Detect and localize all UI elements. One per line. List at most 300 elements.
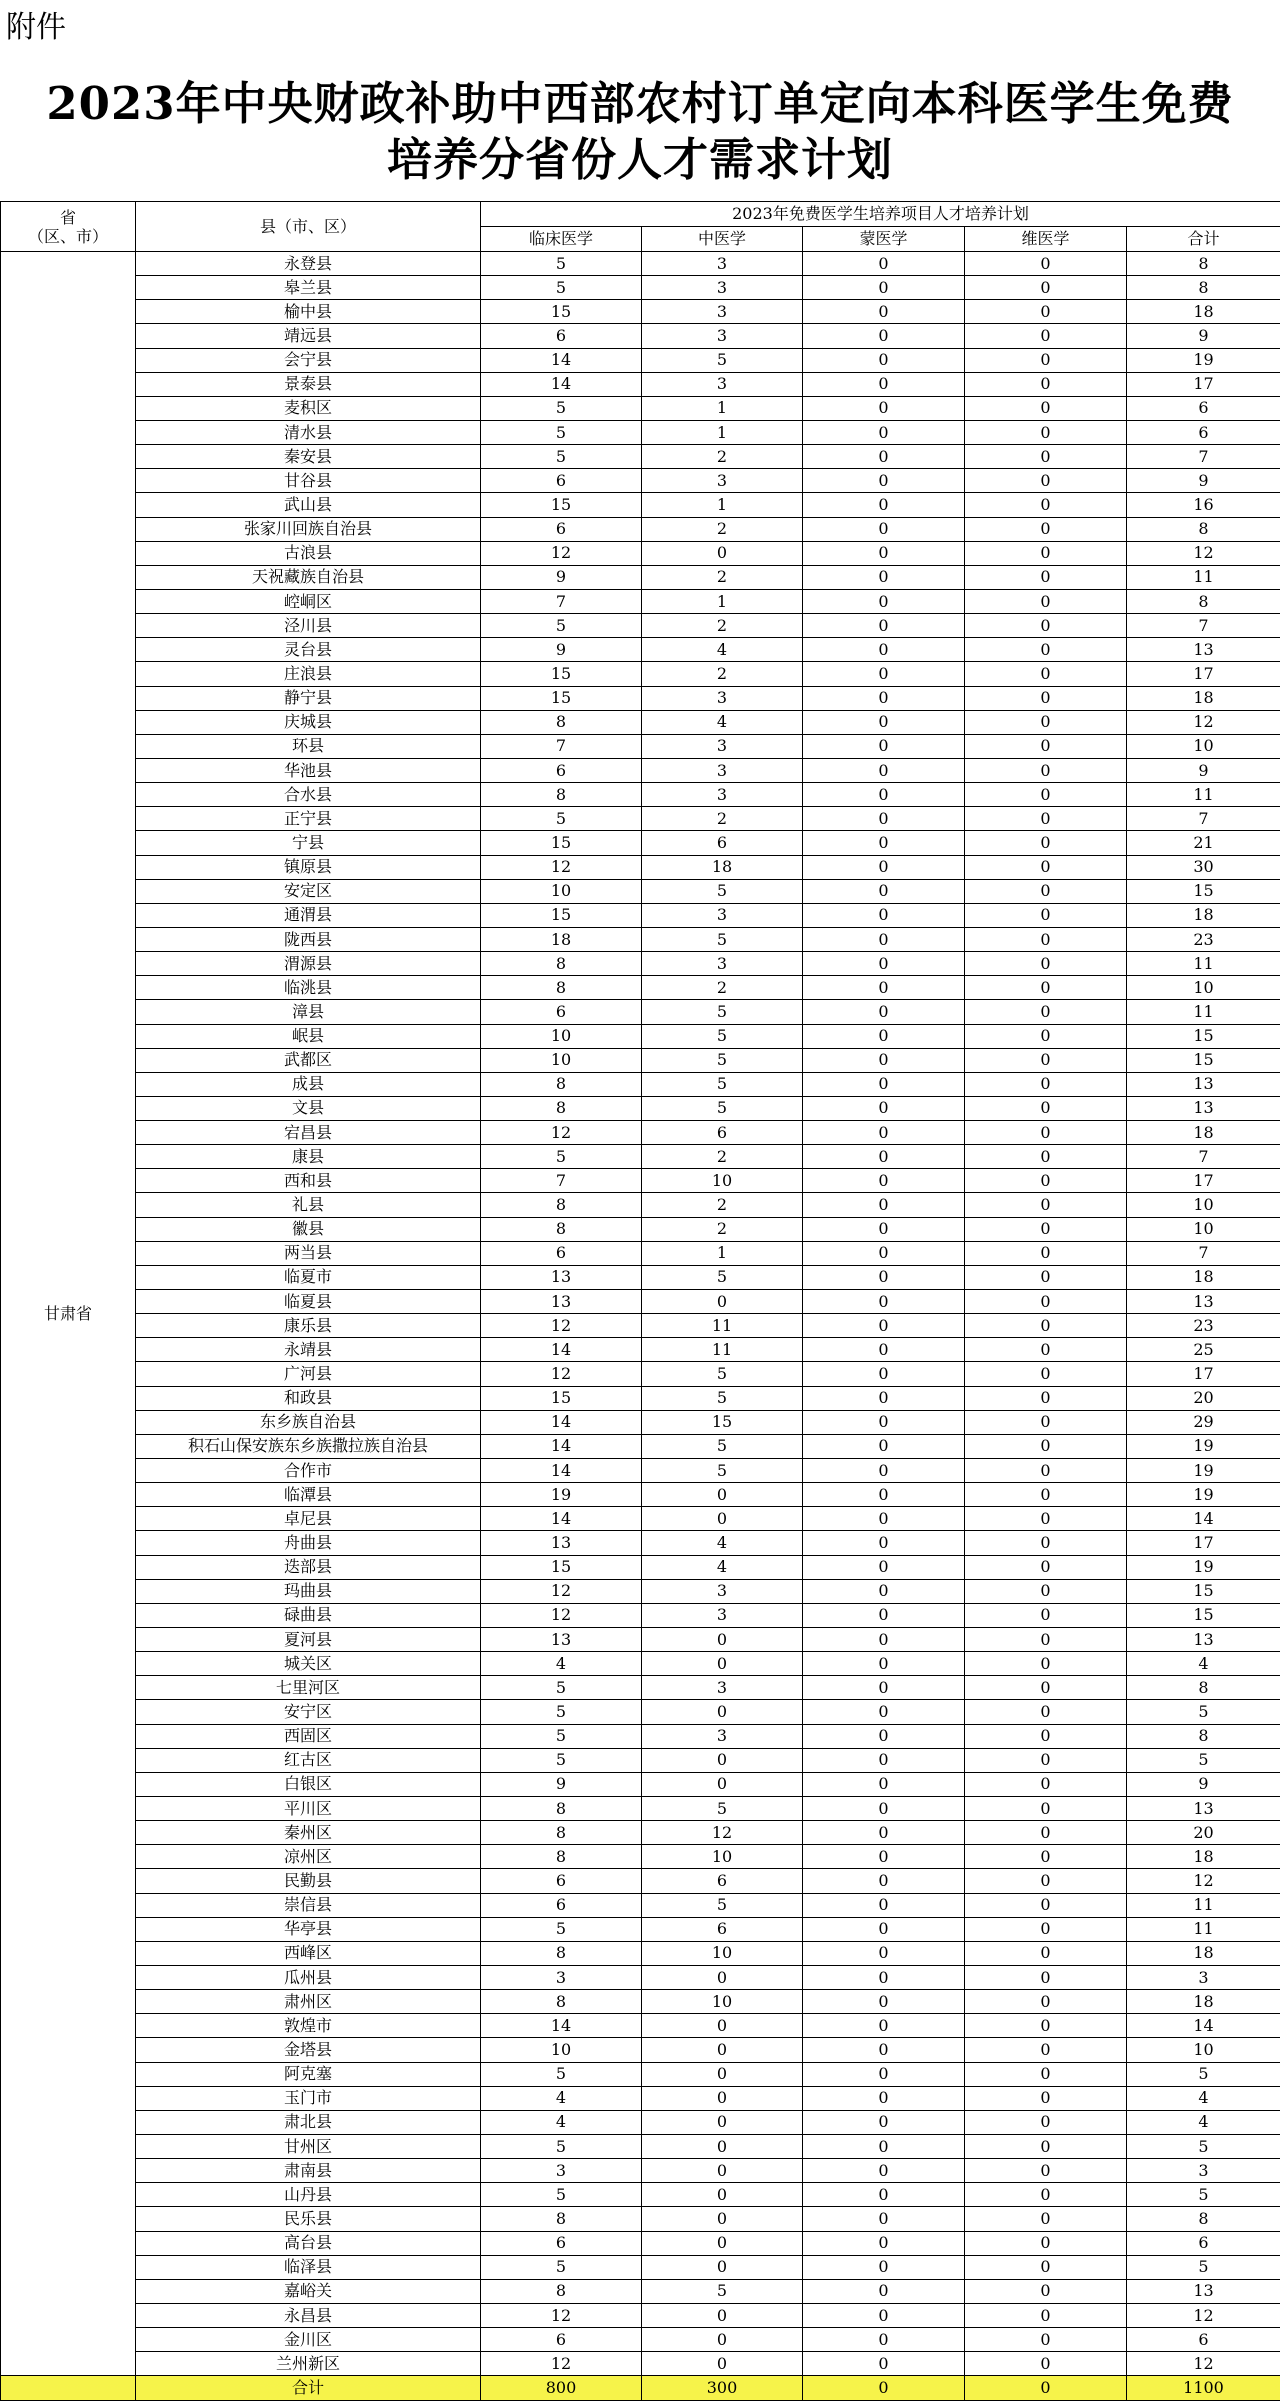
- table-row: [1, 1893, 1280, 1917]
- total-cell: 25: [1127, 1338, 1280, 1362]
- county-cell: 天祝藏族自治县: [136, 565, 481, 589]
- county-cell: 庄浪县: [136, 662, 481, 686]
- table-row: [1, 1941, 1280, 1965]
- total-cell: 13: [1127, 2279, 1280, 2303]
- total-cell: 19: [1127, 1459, 1280, 1483]
- clinical-cell: 5: [481, 1700, 642, 1724]
- tcm-cell: 4: [642, 1531, 803, 1555]
- tcm-cell: 0: [642, 2328, 803, 2352]
- uyghur-cell: 0: [965, 662, 1127, 686]
- tcm-cell: 3: [642, 686, 803, 710]
- table-row: [1, 903, 1280, 927]
- province-header-line2: （区、市）: [27, 226, 108, 246]
- table-row: [1, 469, 1280, 493]
- total-cell: 8: [1127, 517, 1280, 541]
- table-row: [1, 1483, 1280, 1507]
- mongolian-cell: 0: [803, 2352, 965, 2376]
- uyghur-cell: 0: [965, 1362, 1127, 1386]
- uyghur-cell: 0: [965, 1193, 1127, 1217]
- mongolian-cell: 0: [803, 2038, 965, 2062]
- clinical-cell: 5: [481, 1145, 642, 1169]
- mongolian-cell: 0: [803, 1072, 965, 1096]
- mongolian-cell: 0: [803, 2279, 965, 2303]
- mongolian-cell: 0: [803, 1024, 965, 1048]
- uyghur-cell: 0: [965, 1797, 1127, 1821]
- total-cell: 18: [1127, 1121, 1280, 1145]
- clinical-cell: 14: [481, 372, 642, 396]
- clinical-cell: 4: [481, 1652, 642, 1676]
- uyghur-cell: 0: [965, 1579, 1127, 1603]
- clinical-cell: 5: [481, 445, 642, 469]
- uyghur-cell: 0: [965, 903, 1127, 927]
- total-cell: 6: [1127, 2328, 1280, 2352]
- table-row: [1, 565, 1280, 589]
- tcm-cell: 0: [642, 1507, 803, 1531]
- plan-table: [0, 201, 1280, 2401]
- tcm-cell: 4: [642, 638, 803, 662]
- table-row: [1, 2352, 1280, 2376]
- total-cell: 4: [1127, 1652, 1280, 1676]
- clinical-cell: 8: [481, 1096, 642, 1120]
- county-cell: 西固区: [136, 1724, 481, 1748]
- total-cell: 10: [1127, 734, 1280, 758]
- tcm-cell: 12: [642, 1821, 803, 1845]
- tcm-cell: 5: [642, 1362, 803, 1386]
- total-cell: 7: [1127, 614, 1280, 638]
- table-row: [1, 1217, 1280, 1241]
- tcm-cell: 1: [642, 1241, 803, 1265]
- total-cell: 14: [1127, 1507, 1280, 1531]
- total-cell: 4: [1127, 2086, 1280, 2110]
- county-cell: 岷县: [136, 1024, 481, 1048]
- total-cell: 6: [1127, 420, 1280, 444]
- tcm-cell: 5: [642, 1000, 803, 1024]
- tcm-cell: 2: [642, 445, 803, 469]
- document-title: [0, 76, 1280, 188]
- total-row: [1, 2376, 1280, 2400]
- total-cell: 12: [1127, 1869, 1280, 1893]
- tcm-cell: 5: [642, 1024, 803, 1048]
- county-cell: 武山县: [136, 493, 481, 517]
- tcm-cell: 5: [642, 1797, 803, 1821]
- table-row: [1, 1290, 1280, 1314]
- mongolian-cell: 0: [803, 1555, 965, 1579]
- table-row: [1, 1869, 1280, 1893]
- tcm-cell: 5: [642, 1072, 803, 1096]
- clinical-cell: 5: [481, 2183, 642, 2207]
- mongolian-cell: 0: [803, 396, 965, 420]
- tcm-cell: 0: [642, 2086, 803, 2110]
- mongolian-cell: 0: [803, 1700, 965, 1724]
- table-row: [1, 2303, 1280, 2327]
- uyghur-cell: 0: [965, 1507, 1127, 1531]
- table-row: [1, 1193, 1280, 1217]
- mongolian-cell: 0: [803, 517, 965, 541]
- clinical-cell: 5: [481, 396, 642, 420]
- county-cell: 民乐县: [136, 2207, 481, 2231]
- clinical-cell: 5: [481, 276, 642, 300]
- table-row: [1, 2014, 1280, 2038]
- total-cell: 13: [1127, 1797, 1280, 1821]
- county-cell: 玉门市: [136, 2086, 481, 2110]
- uyghur-cell: 0: [965, 1941, 1127, 1965]
- tcm-cell: 3: [642, 276, 803, 300]
- mongolian-cell: 0: [803, 1507, 965, 1531]
- tcm-cell: 0: [642, 2352, 803, 2376]
- mongolian-cell: 0: [803, 758, 965, 782]
- total-cell: 10: [1127, 1193, 1280, 1217]
- uyghur-cell: 0: [965, 1603, 1127, 1627]
- county-cell: 安定区: [136, 879, 481, 903]
- clinical-cell: 5: [481, 2134, 642, 2158]
- table-row: [1, 1048, 1280, 1072]
- clinical-cell: 8: [481, 1797, 642, 1821]
- tcm-cell: 1: [642, 493, 803, 517]
- uyghur-cell: 0: [965, 976, 1127, 1000]
- mongolian-cell: 0: [803, 2014, 965, 2038]
- clinical-cell: 6: [481, 517, 642, 541]
- mongolian-cell: 0: [803, 952, 965, 976]
- total-cell: 3: [1127, 1965, 1280, 1989]
- total-cell: 4: [1127, 2110, 1280, 2134]
- county-cell: 通渭县: [136, 903, 481, 927]
- mongolian-cell: 0: [803, 372, 965, 396]
- table-row: [1, 300, 1280, 324]
- table-body: [1, 252, 1280, 2401]
- tcm-cell: 5: [642, 879, 803, 903]
- uyghur-cell: 0: [965, 1483, 1127, 1507]
- col-header-total: 合计: [1127, 227, 1280, 252]
- tcm-cell: 6: [642, 1869, 803, 1893]
- mongolian-cell: 0: [803, 420, 965, 444]
- table-row: [1, 348, 1280, 372]
- clinical-cell: 6: [481, 469, 642, 493]
- clinical-cell: 14: [481, 2014, 642, 2038]
- tcm-cell: 3: [642, 903, 803, 927]
- table-row: [1, 2134, 1280, 2158]
- total-cell: 9: [1127, 324, 1280, 348]
- tcm-cell: 3: [642, 324, 803, 348]
- clinical-cell: 8: [481, 1193, 642, 1217]
- county-cell: 瓜州县: [136, 1965, 481, 1989]
- uyghur-cell: 0: [965, 565, 1127, 589]
- county-cell: 白银区: [136, 1772, 481, 1796]
- table-row: [1, 1603, 1280, 1627]
- county-cell: 景泰县: [136, 372, 481, 396]
- mongolian-cell: 0: [803, 734, 965, 758]
- county-cell: 迭部县: [136, 1555, 481, 1579]
- tcm-cell: 3: [642, 1579, 803, 1603]
- tcm-cell: 0: [642, 2062, 803, 2086]
- mongolian-cell: 0: [803, 493, 965, 517]
- tcm-cell: 0: [642, 2110, 803, 2134]
- uyghur-cell: 0: [965, 734, 1127, 758]
- clinical-cell: 3: [481, 2159, 642, 2183]
- total-cell: 7: [1127, 807, 1280, 831]
- clinical-cell: 5: [481, 1917, 642, 1941]
- total-cell: 6: [1127, 396, 1280, 420]
- county-cell: 夏河县: [136, 1628, 481, 1652]
- county-cell: 碌曲县: [136, 1603, 481, 1627]
- table-row: [1, 1410, 1280, 1434]
- table-row: [1, 734, 1280, 758]
- table-row: [1, 1965, 1280, 1989]
- county-cell: 玛曲县: [136, 1579, 481, 1603]
- uyghur-cell: 0: [965, 1265, 1127, 1289]
- table-row: [1, 1362, 1280, 1386]
- uyghur-cell: 0: [965, 1893, 1127, 1917]
- annex-label: 附件: [6, 10, 66, 45]
- county-cell: 临夏市: [136, 1265, 481, 1289]
- table-row: [1, 1700, 1280, 1724]
- clinical-cell: 13: [481, 1628, 642, 1652]
- county-cell: 永昌县: [136, 2303, 481, 2327]
- table-row: [1, 1507, 1280, 1531]
- table-row: [1, 1314, 1280, 1338]
- total-cell: 11: [1127, 1000, 1280, 1024]
- mongolian-cell: 0: [803, 1821, 965, 1845]
- tcm-cell: 3: [642, 1724, 803, 1748]
- mongolian-cell: 0: [803, 469, 965, 493]
- uyghur-cell: 0: [965, 2110, 1127, 2134]
- uyghur-cell: 0: [965, 1314, 1127, 1338]
- clinical-cell: 5: [481, 807, 642, 831]
- table-row: [1, 1845, 1280, 1869]
- uyghur-cell: 0: [965, 1652, 1127, 1676]
- total-cell: 10: [1127, 2038, 1280, 2062]
- county-cell: 山丹县: [136, 2183, 481, 2207]
- uyghur-cell: 0: [965, 1724, 1127, 1748]
- county-cell: 华池县: [136, 758, 481, 782]
- tcm-cell: 0: [642, 2159, 803, 2183]
- mongolian-cell: 0: [803, 1628, 965, 1652]
- mongolian-cell: 0: [803, 1797, 965, 1821]
- county-cell: 金塔县: [136, 2038, 481, 2062]
- col-header-uyghur: 维医学: [965, 227, 1127, 252]
- uyghur-cell: 0: [965, 2014, 1127, 2038]
- county-cell: 安宁区: [136, 1700, 481, 1724]
- total-cell: 17: [1127, 372, 1280, 396]
- clinical-cell: 6: [481, 2231, 642, 2255]
- total-cell: 7: [1127, 1145, 1280, 1169]
- total-cell: 5: [1127, 1748, 1280, 1772]
- total-cell: 9: [1127, 469, 1280, 493]
- table-row: [1, 517, 1280, 541]
- clinical-cell: 13: [481, 1531, 642, 1555]
- title-line-2: 培养分省份人才需求计划: [386, 133, 893, 186]
- mongolian-cell: 0: [803, 927, 965, 951]
- tcm-cell: 1: [642, 396, 803, 420]
- table-row: [1, 1772, 1280, 1796]
- tcm-cell: 10: [642, 1845, 803, 1869]
- total-cell: 23: [1127, 927, 1280, 951]
- uyghur-cell: 0: [965, 1459, 1127, 1483]
- uyghur-cell: 0: [965, 1555, 1127, 1579]
- tcm-cell: 3: [642, 300, 803, 324]
- mongolian-cell: 0: [803, 276, 965, 300]
- mongolian-cell: 0: [803, 1145, 965, 1169]
- county-cell: 敦煌市: [136, 2014, 481, 2038]
- total-cell: 29: [1127, 1410, 1280, 1434]
- uyghur-cell: 0: [965, 420, 1127, 444]
- plan-group-header: 2023年免费医学生培养项目人才培养计划: [481, 202, 1280, 227]
- clinical-cell: 15: [481, 493, 642, 517]
- total-cell: 15: [1127, 1579, 1280, 1603]
- uyghur-cell: 0: [965, 1917, 1127, 1941]
- clinical-cell: 18: [481, 927, 642, 951]
- total-cell: 23: [1127, 1314, 1280, 1338]
- total-cell: 13: [1127, 1628, 1280, 1652]
- mongolian-cell: 0: [803, 300, 965, 324]
- clinical-cell: 6: [481, 324, 642, 348]
- uyghur-cell: 0: [965, 372, 1127, 396]
- county-cell: 和政县: [136, 1386, 481, 1410]
- clinical-cell: 15: [481, 1555, 642, 1579]
- total-cell: 15: [1127, 879, 1280, 903]
- county-cell: 红古区: [136, 1748, 481, 1772]
- tcm-cell: 5: [642, 1893, 803, 1917]
- clinical-cell: 12: [481, 1579, 642, 1603]
- uyghur-cell: 0: [965, 710, 1127, 734]
- clinical-cell: 19: [481, 1483, 642, 1507]
- uyghur-cell: 0: [965, 445, 1127, 469]
- clinical-cell: 14: [481, 1507, 642, 1531]
- total-cell: 18: [1127, 903, 1280, 927]
- clinical-cell: 8: [481, 976, 642, 1000]
- mongolian-cell: 0: [803, 324, 965, 348]
- clinical-cell: 9: [481, 638, 642, 662]
- clinical-cell: 15: [481, 686, 642, 710]
- clinical-cell: 6: [481, 1869, 642, 1893]
- uyghur-cell: 0: [965, 1169, 1127, 1193]
- mongolian-cell: 0: [803, 1314, 965, 1338]
- table-row: [1, 1434, 1280, 1458]
- uyghur-cell: 0: [965, 252, 1127, 276]
- mongolian-cell: 0: [803, 1434, 965, 1458]
- mongolian-cell: 0: [803, 445, 965, 469]
- mongolian-cell: 0: [803, 2134, 965, 2158]
- clinical-cell: 12: [481, 1603, 642, 1627]
- uyghur-cell: 0: [965, 2038, 1127, 2062]
- table-row: [1, 976, 1280, 1000]
- tcm-cell: 2: [642, 807, 803, 831]
- table-row: [1, 1241, 1280, 1265]
- uyghur-cell: 0: [965, 1121, 1127, 1145]
- county-cell: 平川区: [136, 1797, 481, 1821]
- uyghur-cell: 0: [965, 1628, 1127, 1652]
- table-row: [1, 2159, 1280, 2183]
- clinical-cell: 7: [481, 589, 642, 613]
- clinical-cell: 8: [481, 2279, 642, 2303]
- tcm-cell: 3: [642, 469, 803, 493]
- table-row: [1, 1121, 1280, 1145]
- uyghur-cell: 0: [965, 686, 1127, 710]
- table-row: [1, 372, 1280, 396]
- tcm-cell: 0: [642, 1772, 803, 1796]
- tcm-cell: 0: [642, 1700, 803, 1724]
- table-row: [1, 324, 1280, 348]
- table-row: [1, 445, 1280, 469]
- table-row: [1, 2207, 1280, 2231]
- uyghur-cell: 0: [965, 2352, 1127, 2376]
- clinical-cell: 12: [481, 1362, 642, 1386]
- mongolian-cell: 0: [803, 1869, 965, 1893]
- county-cell: 兰州新区: [136, 2352, 481, 2376]
- clinical-cell: 4: [481, 2086, 642, 2110]
- uyghur-cell: 0: [965, 1434, 1127, 1458]
- county-cell: 西峰区: [136, 1941, 481, 1965]
- clinical-cell: 10: [481, 2038, 642, 2062]
- table-row: [1, 807, 1280, 831]
- clinical-cell: 14: [481, 1338, 642, 1362]
- table-row: [1, 1024, 1280, 1048]
- table-row: [1, 831, 1280, 855]
- uyghur-cell: 0: [965, 1772, 1127, 1796]
- uyghur-cell: 0: [965, 1338, 1127, 1362]
- county-cell: 会宁县: [136, 348, 481, 372]
- table-row: [1, 1072, 1280, 1096]
- total-cell: 19: [1127, 1483, 1280, 1507]
- table-row: [1, 1748, 1280, 1772]
- table-row: [1, 638, 1280, 662]
- uyghur-cell: 0: [965, 1410, 1127, 1434]
- table-row: [1, 710, 1280, 734]
- table-row: [1, 686, 1280, 710]
- table-row: [1, 420, 1280, 444]
- uyghur-cell: 0: [965, 1748, 1127, 1772]
- clinical-cell: 13: [481, 1265, 642, 1289]
- mongolian-cell: 0: [803, 710, 965, 734]
- tcm-cell: 5: [642, 1048, 803, 1072]
- county-cell: 文县: [136, 1096, 481, 1120]
- mongolian-cell: 0: [803, 1965, 965, 1989]
- total-cell: 19: [1127, 348, 1280, 372]
- county-cell: 永靖县: [136, 1338, 481, 1362]
- total-cell: 18: [1127, 300, 1280, 324]
- mongolian-cell: 0: [803, 1652, 965, 1676]
- uyghur-cell: 0: [965, 2231, 1127, 2255]
- province-cell: 甘肃省: [1, 252, 136, 2376]
- county-cell: 漳县: [136, 1000, 481, 1024]
- mongolian-cell: 0: [803, 879, 965, 903]
- county-cell: 城关区: [136, 1652, 481, 1676]
- tcm-cell: 0: [642, 1652, 803, 1676]
- tcm-cell: 5: [642, 1386, 803, 1410]
- table-row: [1, 855, 1280, 879]
- mongolian-cell: 0: [803, 638, 965, 662]
- uyghur-cell: 0: [965, 758, 1127, 782]
- total-value-cell: 300: [642, 2376, 803, 2400]
- table-row: [1, 276, 1280, 300]
- mongolian-cell: 0: [803, 1724, 965, 1748]
- clinical-cell: 15: [481, 300, 642, 324]
- table-row: [1, 252, 1280, 276]
- clinical-cell: 15: [481, 903, 642, 927]
- mongolian-cell: 0: [803, 686, 965, 710]
- uyghur-cell: 0: [965, 1386, 1127, 1410]
- table-row: [1, 1459, 1280, 1483]
- tcm-cell: 1: [642, 589, 803, 613]
- clinical-cell: 12: [481, 541, 642, 565]
- mongolian-cell: 0: [803, 1893, 965, 1917]
- county-cell: 肃北县: [136, 2110, 481, 2134]
- clinical-cell: 7: [481, 734, 642, 758]
- uyghur-cell: 0: [965, 396, 1127, 420]
- county-cell: 徽县: [136, 1217, 481, 1241]
- mongolian-cell: 0: [803, 1579, 965, 1603]
- mongolian-cell: 0: [803, 2183, 965, 2207]
- tcm-cell: 18: [642, 855, 803, 879]
